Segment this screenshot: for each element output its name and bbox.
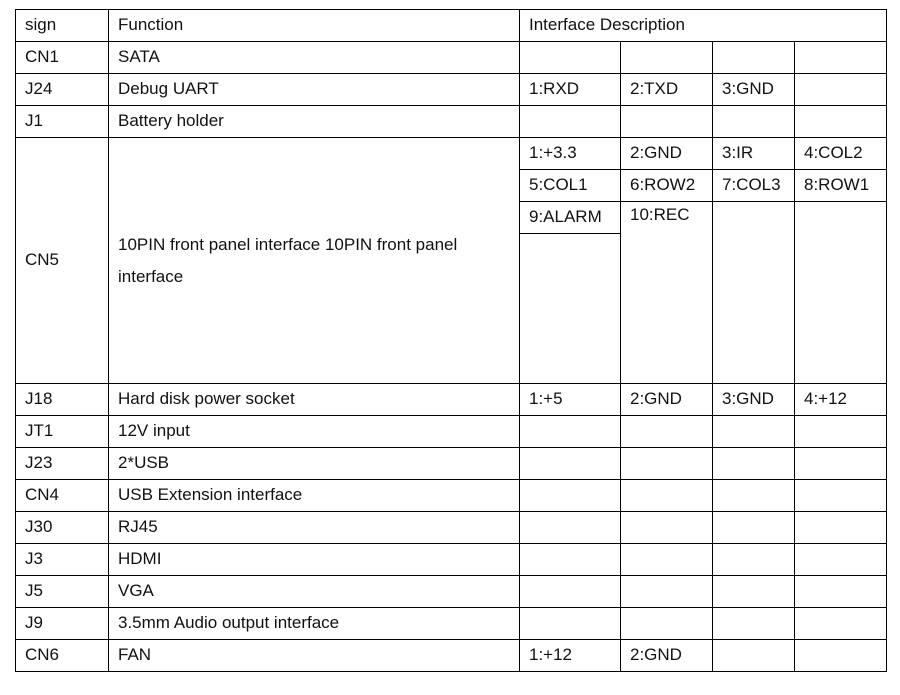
function-cell: HDMI [109,544,520,576]
pin-cell [520,512,621,544]
pin-cell: 2:GND [621,384,713,416]
pin-cell [713,640,795,672]
pin-cell [795,576,887,608]
pin-cell [713,106,795,138]
function-cell: 10PIN front panel interface 10PIN front panel interface [109,138,520,384]
pin-cell [520,416,621,448]
pin-cell: 6:ROW2 [621,170,713,202]
pin-cell [520,106,621,138]
pin-cell: 1:+12 [520,640,621,672]
pin-cell: 1:RXD [520,74,621,106]
pin-cell [520,42,621,74]
sign-cell: CN6 [16,640,109,672]
pin-cell: 1:+5 [520,384,621,416]
table-row [16,544,887,576]
table-row [16,138,887,170]
pin-cell [713,202,795,384]
pin-cell: 2:GND [621,640,713,672]
pin-cell: 9:ALARM [520,202,621,234]
pin-cell: 3:GND [713,384,795,416]
pin-cell [713,544,795,576]
pin-cell [795,544,887,576]
function-cell: USB Extension interface [109,480,520,512]
pin-cell [795,480,887,512]
function-cell: 2*USB [109,448,520,480]
header-sign: sign [16,10,109,42]
pin-cell: 2:GND [621,138,713,170]
pin-cell [520,576,621,608]
table-row [16,74,887,106]
header-function: Function [109,10,520,42]
table-row [16,448,887,480]
pin-cell [520,234,621,384]
pin-cell [621,448,713,480]
function-cell: RJ45 [109,512,520,544]
pin-cell: 3:IR [713,138,795,170]
pin-cell: 4:COL2 [795,138,887,170]
pin-cell [621,106,713,138]
function-cell: 12V input [109,416,520,448]
pin-cell [520,608,621,640]
table-row [16,640,887,672]
pin-cell [795,448,887,480]
pin-cell [795,512,887,544]
pin-cell [795,608,887,640]
function-cell: Hard disk power socket [109,384,520,416]
sign-cell: J3 [16,544,109,576]
pin-cell [621,576,713,608]
table-row [16,512,887,544]
sign-cell: J9 [16,608,109,640]
sign-cell: CN5 [16,138,109,384]
pin-cell [621,608,713,640]
pin-cell [621,416,713,448]
sign-cell: JT1 [16,416,109,448]
pin-cell [621,480,713,512]
pin-cell [713,480,795,512]
table-row [16,416,887,448]
sign-cell: CN1 [16,42,109,74]
table-row [16,608,887,640]
pin-cell [713,608,795,640]
table-row [16,106,887,138]
sign-cell: CN4 [16,480,109,512]
pin-cell: 10:REC [621,202,713,384]
table-row [16,576,887,608]
pin-cell [795,416,887,448]
pin-cell [713,42,795,74]
pin-cell: 8:ROW1 [795,170,887,202]
pin-cell [713,512,795,544]
pin-cell [621,42,713,74]
table-row [16,384,887,416]
sign-cell: J24 [16,74,109,106]
pin-cell [795,74,887,106]
table-row [16,480,887,512]
pin-cell [621,544,713,576]
pin-cell: 5:COL1 [520,170,621,202]
pin-cell: 1:+3.3 [520,138,621,170]
pin-cell: 4:+12 [795,384,887,416]
table-header-row [16,10,887,42]
pin-cell [621,512,713,544]
pin-cell [795,202,887,384]
pin-cell [713,576,795,608]
pin-cell [713,416,795,448]
pin-cell: 3:GND [713,74,795,106]
function-cell: 3.5mm Audio output interface [109,608,520,640]
function-cell: VGA [109,576,520,608]
interface-table [15,9,887,672]
sign-cell: J5 [16,576,109,608]
pin-cell: 7:COL3 [713,170,795,202]
header-interface-description: Interface Description [520,10,887,42]
sign-cell: J30 [16,512,109,544]
function-cell: Debug UART [109,74,520,106]
pin-cell [795,42,887,74]
sign-cell: J18 [16,384,109,416]
pin-cell: 2:TXD [621,74,713,106]
table-row [16,42,887,74]
pin-cell [795,106,887,138]
pin-cell [795,640,887,672]
sign-cell: J1 [16,106,109,138]
function-cell: FAN [109,640,520,672]
pin-cell [713,448,795,480]
sign-cell: J23 [16,448,109,480]
function-cell: SATA [109,42,520,74]
pin-cell [520,480,621,512]
pin-cell [520,448,621,480]
pin-cell [520,544,621,576]
function-cell: Battery holder [109,106,520,138]
